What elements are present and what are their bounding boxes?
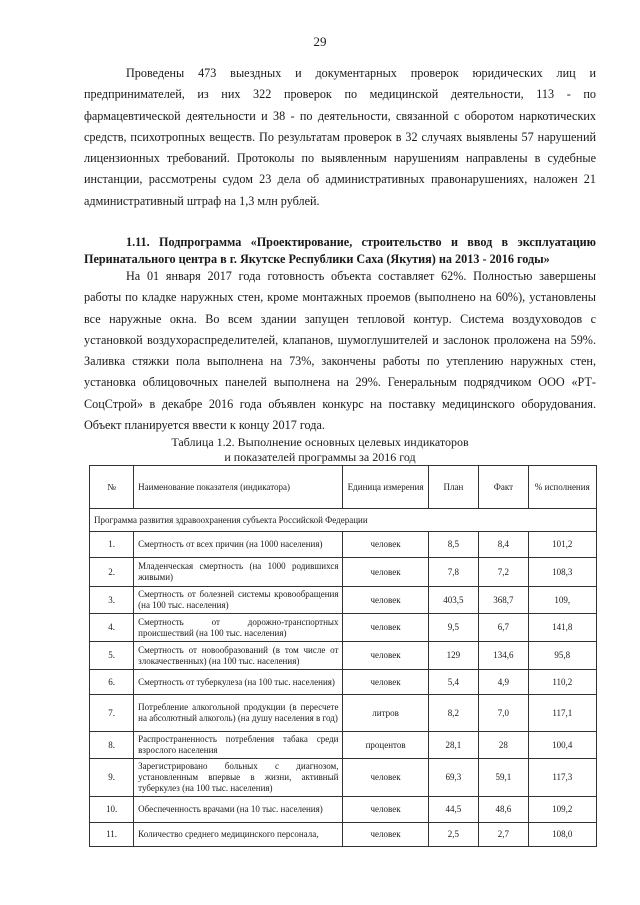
percent-cell: 109,2: [528, 797, 596, 823]
indicator-name: Смертность от дорожно-транспортных происшествий (на 100 тыс. населения): [134, 614, 343, 642]
indicator-name: Обеспеченность врачами (на 10 тыс. населения): [134, 797, 343, 823]
unit-cell: человек: [343, 642, 428, 670]
unit-cell: процентов: [343, 732, 428, 759]
row-number: 1.: [90, 532, 134, 558]
plan-cell: 44,5: [428, 797, 478, 823]
header-unit: Единица измерения: [343, 466, 428, 509]
table-row: [90, 759, 597, 797]
indicator-name: Смертность от болезней системы кровообращения (на 100 тыс. населения): [134, 587, 343, 614]
header-name: Наименование показателя (индикатора): [134, 466, 343, 509]
percent-cell: 101,2: [528, 532, 596, 558]
fact-cell: 368,7: [479, 587, 528, 614]
indicator-name: Младенческая смертность (на 1000 родившихся живыми): [134, 558, 343, 587]
plan-cell: 403,5: [428, 587, 478, 614]
row-number: 9.: [90, 759, 134, 797]
fact-cell: 8,4: [479, 532, 528, 558]
table-caption-line-1: Таблица 1.2. Выполнение основных целевых индикаторов: [171, 435, 469, 449]
plan-cell: 8,2: [428, 695, 478, 732]
plan-cell: 9,5: [428, 614, 478, 642]
table-caption-line-2: и показателей программы за 2016 год: [224, 450, 416, 464]
percent-cell: 100,4: [528, 732, 596, 759]
unit-cell: человек: [343, 532, 428, 558]
table-row: [90, 614, 597, 642]
table-caption: [0, 435, 640, 465]
indicator-name: Смертность от туберкулеза (на 100 тыс. населения): [134, 670, 343, 695]
header-pct: % исполнения: [528, 466, 596, 509]
percent-cell: 95,8: [528, 642, 596, 670]
paragraph-perinatal-center: На 01 января 2017 года готовность объекта составляет 62%. Полностью завершены работы по кладке наружных стен, кроме монтажных проемов (выполнено на 60%), установлены все наружные окна. Во всем здании запущен тепловой контур. Система воздуховодов с установкой воздухораспределителей, клапанов, шумоглушителей и заслонок проложена на 59%. Заливка стяжки пола выполнена на 73%, закончены работы по утеплению наружных стен, установка облицовочных панелей выполнена на 29%. Генеральным подрядчиком ООО «РТ-СоцСтрой» в декабре 2016 года объявлен конкурс на поставку медицинского оборудования. Объект планируется ввести к концу 2017 года.: [84, 269, 596, 433]
plan-cell: 69,3: [428, 759, 478, 797]
fact-cell: 134,6: [479, 642, 528, 670]
indicator-name: Количество среднего медицинского персонала,: [134, 823, 343, 847]
fact-cell: 48,6: [479, 797, 528, 823]
percent-cell: 117,3: [528, 759, 596, 797]
unit-cell: человек: [343, 614, 428, 642]
unit-cell: человек: [343, 587, 428, 614]
table-row: [90, 670, 597, 695]
plan-cell: 8,5: [428, 532, 478, 558]
indicator-name: Потребление алкогольной продукции (в пересчете на абсолютный алкоголь) (на душу населения в год): [134, 695, 343, 732]
unit-cell: человек: [343, 759, 428, 797]
header-fact: Факт: [479, 466, 528, 509]
fact-cell: 2,7: [479, 823, 528, 847]
page-number: 29: [313, 34, 327, 49]
unit-cell: человек: [343, 823, 428, 847]
row-number: 8.: [90, 732, 134, 759]
table-header-row: [90, 466, 597, 509]
table-row: [90, 823, 597, 847]
unit-cell: человек: [343, 558, 428, 587]
indicator-name: Зарегистрировано больных с диагнозом, установленным впервые в жизни, активный туберкулез (на 100 тыс. населения): [134, 759, 343, 797]
plan-cell: 7,8: [428, 558, 478, 587]
row-number: 4.: [90, 614, 134, 642]
plan-cell: 2,5: [428, 823, 478, 847]
header-num: №: [90, 466, 134, 509]
header-plan: План: [428, 466, 478, 509]
row-number: 3.: [90, 587, 134, 614]
percent-cell: 141,8: [528, 614, 596, 642]
table-row: [90, 797, 597, 823]
percent-cell: 108,3: [528, 558, 596, 587]
fact-cell: 6,7: [479, 614, 528, 642]
percent-cell: 117,1: [528, 695, 596, 732]
percent-cell: 108,0: [528, 823, 596, 847]
table-row: [90, 587, 597, 614]
unit-cell: человек: [343, 670, 428, 695]
row-number: 7.: [90, 695, 134, 732]
plan-cell: 129: [428, 642, 478, 670]
row-number: 6.: [90, 670, 134, 695]
unit-cell: человек: [343, 797, 428, 823]
plan-cell: 5,4: [428, 670, 478, 695]
percent-cell: 109,: [528, 587, 596, 614]
table-row: [90, 558, 597, 587]
percent-cell: 110,2: [528, 670, 596, 695]
table-row: [90, 695, 597, 732]
fact-cell: 28: [479, 732, 528, 759]
indicator-name: Смертность от всех причин (на 1000 населения): [134, 532, 343, 558]
row-number: 5.: [90, 642, 134, 670]
paragraph-inspections: Проведены 473 выездных и документарных проверок юридических лиц и предпринимателей, из них 322 проверок по медицинской деятельности, 113 - по фармацевтической деятельности и 38 - по деятельности, связанной с оборотом наркотических средств, психотропных веществ. По результатам проверок в 32 случаях выявлены 57 нарушений лицензионных требований. Протоколы по выявленным нарушениям направлены в судебные инстанции, рассмотрены судом 23 дела об административных правонарушениях, наложен 21 административный штраф на 1,3 млн рублей.: [84, 66, 596, 208]
fact-cell: 59,1: [479, 759, 528, 797]
row-number: 2.: [90, 558, 134, 587]
table-row: [90, 532, 597, 558]
row-number: 10.: [90, 797, 134, 823]
fact-cell: 4,9: [479, 670, 528, 695]
table-row: [90, 732, 597, 759]
unit-cell: литров: [343, 695, 428, 732]
section-heading: 1.11. Подпрограмма «Проектирование, строительство и ввод в эксплуатацию Перинатального центра в г. Якутске Республики Саха (Якутия) на 2013 - 2016 годы»: [84, 235, 596, 266]
fact-cell: 7,0: [479, 695, 528, 732]
indicators-table: [89, 465, 597, 847]
plan-cell: 28,1: [428, 732, 478, 759]
table-section-title: Программа развития здравоохранения субъекта Российской Федерации: [90, 509, 597, 532]
row-number: 11.: [90, 823, 134, 847]
table-section-row: [90, 509, 597, 532]
indicator-name: Распространенность потребления табака среди взрослого населения: [134, 732, 343, 759]
table-row: [90, 642, 597, 670]
indicator-name: Смертность от новообразований (в том числе от злокачественных) (на 100 тыс. населения): [134, 642, 343, 670]
fact-cell: 7,2: [479, 558, 528, 587]
